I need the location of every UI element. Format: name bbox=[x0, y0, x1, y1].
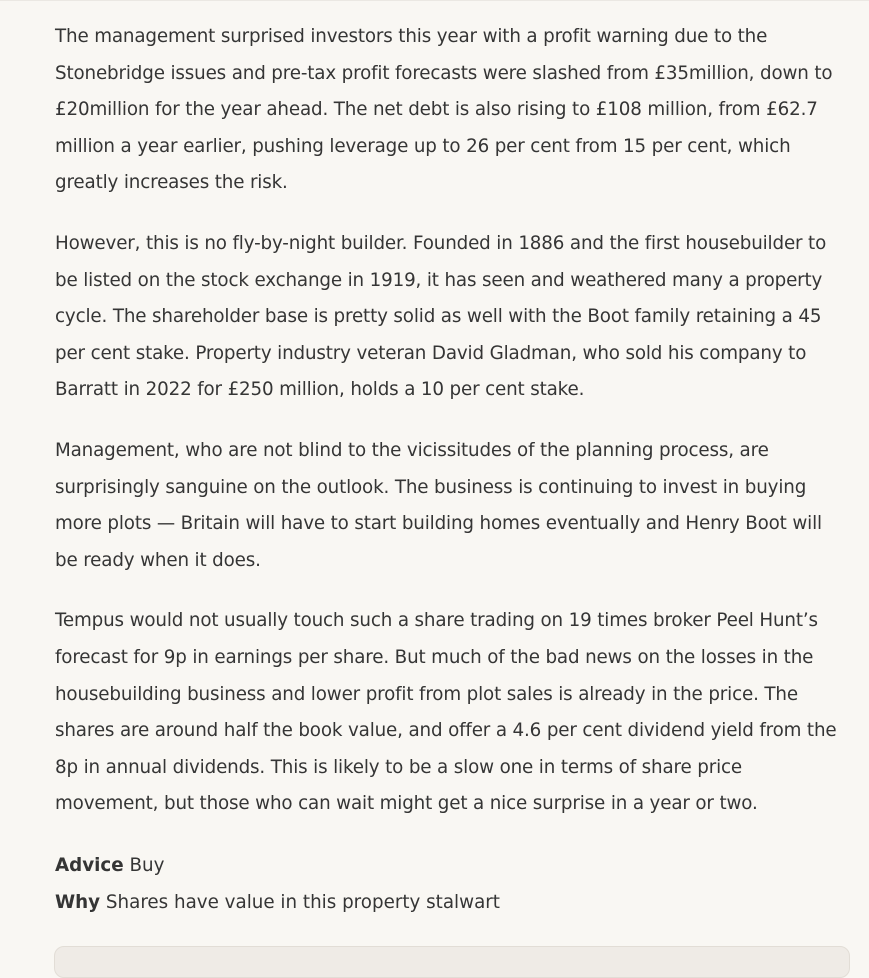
article-paragraph: Tempus would not usually touch such a share trading on 19 times broker Peel Hunt’s forecast for 9p in earnings per share. But much of the bad news on the losses in the housebuilding business and lower profit from plot sales is already in the price. The shares are around half the book value, and offer a 4.6 per cent dividend yield from the 8p in annual dividends. This is likely to be a slow one in terms of share price movement, but those who can wait might get a nice surprise in a year or two. bbox=[55, 610, 837, 815]
next-content-card bbox=[54, 946, 850, 978]
why-value: Shares have value in this property stalwart bbox=[105, 891, 500, 913]
advice-label: Advice bbox=[55, 854, 124, 876]
article-body bbox=[55, 19, 847, 921]
top-divider bbox=[0, 0, 869, 1]
verdict-block bbox=[55, 847, 847, 921]
article-paragraph: The management surprised investors this year with a profit warning due to the Stonebridge issues and pre-tax profit forecasts were slashed from £35million, down to £20million for the year ahead. The net debt is also rising to £108 million, from £62.7 million a year earlier, pushing leverage up to 26 per cent from 15 per cent, which greatly increases the risk. bbox=[55, 26, 833, 194]
why-line bbox=[55, 884, 847, 921]
why-label: Why bbox=[55, 891, 101, 913]
advice-line bbox=[55, 847, 847, 884]
article-paragraph: Management, who are not blind to the vicissitudes of the planning process, are surprisingly sanguine on the outlook. The business is continuing to invest in buying more plots — Britain will have to start building homes eventually and Henry Boot will be ready when it does. bbox=[55, 439, 822, 571]
advice-value: Buy bbox=[129, 854, 165, 876]
article-paragraph: However, this is no fly-by-night builder. Founded in 1886 and the first housebuilder to be listed on the stock exchange in 1919, it has seen and weathered many a property cycle. The shareholder base is pretty solid as well with the Boot family retaining a 45 per cent stake. Property industry veteran David Gladman, who sold his company to Barratt in 2022 for £250 million, holds a 10 per cent stake. bbox=[55, 232, 827, 401]
